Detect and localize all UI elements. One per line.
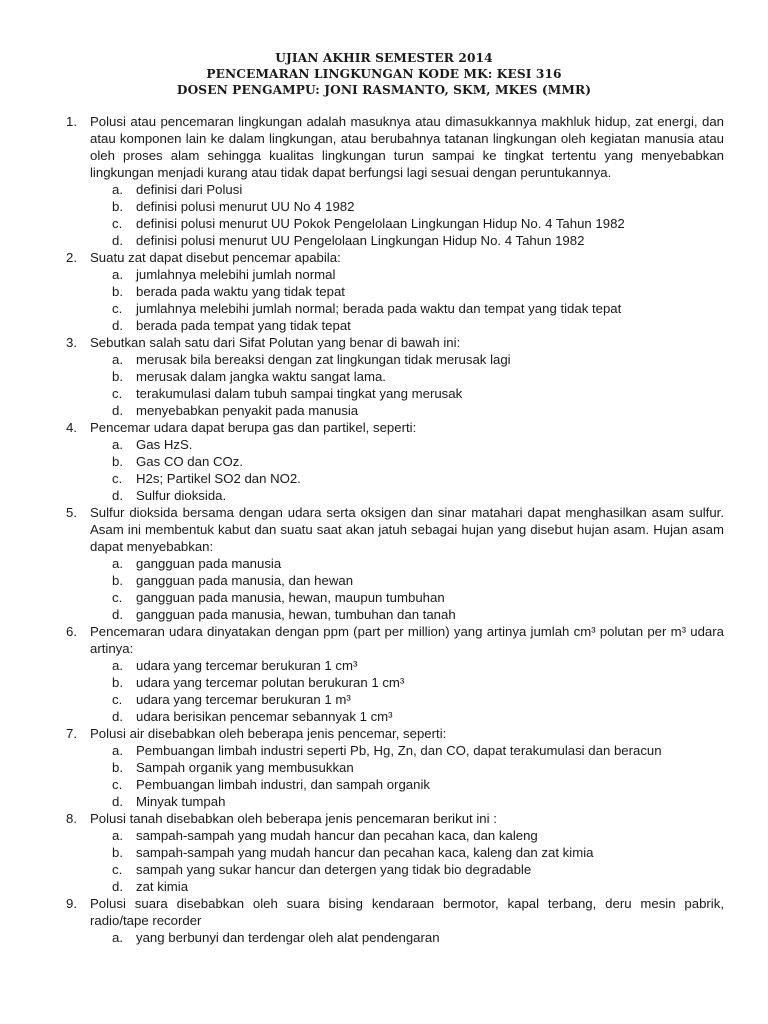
question-text: Polusi tanah disebabkan oleh beberapa jenis pencemaran berikut ini : — [90, 811, 497, 826]
question-number: 7. — [66, 726, 77, 741]
option-letter: d. — [112, 607, 123, 622]
answer-option — [66, 555, 724, 572]
option-letter: a. — [112, 930, 123, 945]
answer-option — [66, 317, 724, 334]
option-letter: b. — [112, 199, 123, 214]
option-letter: c. — [112, 301, 123, 316]
option-text: berada pada waktu yang tidak tepat — [136, 284, 345, 299]
option-letter: d. — [112, 794, 123, 809]
option-text: merusak dalam jangka waktu sangat lama. — [136, 369, 386, 384]
option-text: merusak bila bereaksi dengan zat lingkungan tidak merusak lagi — [136, 352, 511, 367]
option-text: udara berisikan pencemar sebannyak 1 cm³ — [136, 709, 393, 724]
question-text: Pencemaran udara dinyatakan dengan ppm (part per million) yang artinya jumlah cm³ polutan per m³ udara artinya: — [90, 624, 724, 656]
question-number: 2. — [66, 250, 77, 265]
option-letter: a. — [112, 437, 123, 452]
option-text: Sulfur dioksida. — [136, 488, 227, 503]
answer-option — [66, 232, 724, 249]
question-number: 5. — [66, 505, 77, 520]
question-text: Sebutkan salah satu dari Sifat Polutan yang benar di bawah ini: — [90, 335, 461, 350]
question-item — [66, 113, 724, 249]
question-row — [66, 810, 724, 827]
question-number: 8. — [66, 811, 77, 826]
option-letter: b. — [112, 284, 123, 299]
option-letter: a. — [112, 828, 123, 843]
answer-option — [66, 283, 724, 300]
answer-option — [66, 572, 724, 589]
answer-option — [66, 300, 724, 317]
option-letter: a. — [112, 556, 123, 571]
option-list — [66, 181, 724, 249]
option-letter: b. — [112, 760, 123, 775]
option-letter: d. — [112, 233, 123, 248]
exam-title: UJIAN AKHIR SEMESTER 2014 — [275, 51, 493, 65]
option-text: Pembuangan limbah industri seperti Pb, Hg, Zn, dan CO, dapat terakumulasi dan beracun — [136, 743, 662, 758]
question-row — [66, 113, 724, 181]
option-list — [66, 657, 724, 725]
option-letter: d. — [112, 488, 123, 503]
option-text: udara yang tercemar berukuran 1 cm³ — [136, 658, 358, 673]
question-row — [66, 419, 724, 436]
question-row — [66, 623, 724, 657]
question-item — [66, 419, 724, 504]
option-letter: b. — [112, 369, 123, 384]
answer-option — [66, 878, 724, 895]
option-text: Pembuangan limbah industri, dan sampah organik — [136, 777, 430, 792]
lecturer-line: DOSEN PENGAMPU: JONI RASMANTO, SKM, MKES (MMR) — [176, 83, 592, 97]
answer-option — [66, 708, 724, 725]
option-text: zat kimia — [136, 879, 189, 894]
option-text: Minyak tumpah — [136, 794, 226, 809]
answer-option — [66, 266, 724, 283]
question-row — [66, 895, 724, 929]
option-letter: a. — [112, 352, 123, 367]
answer-option — [66, 657, 724, 674]
question-number: 6. — [66, 624, 77, 639]
option-list — [66, 351, 724, 419]
option-letter: c. — [112, 386, 123, 401]
option-letter: c. — [112, 471, 123, 486]
answer-option — [66, 385, 724, 402]
option-letter: d. — [112, 879, 123, 894]
answer-option — [66, 674, 724, 691]
question-text: Sulfur dioksida bersama dengan udara serta oksigen dan sinar matahari dapat menghasilkan asam sulfur. Asam ini membentuk kabut dan suatu saat akan jatuh sebagai hujan yang disebut hujan asam. Hujan asam dapat menyebabkan: — [90, 505, 724, 554]
option-list — [66, 436, 724, 504]
option-text: Gas HzS. — [136, 437, 193, 452]
option-text: sampah-sampah yang mudah hancur dan pecahan kaca, dan kaleng — [136, 828, 538, 843]
option-text: gangguan pada manusia, hewan, maupun tumbuhan — [136, 590, 445, 605]
question-row — [66, 334, 724, 351]
option-text: Sampah organik yang membusukkan — [136, 760, 354, 775]
option-letter: d. — [112, 709, 123, 724]
option-text: udara yang tercemar berukuran 1 m³ — [136, 692, 351, 707]
answer-option — [66, 742, 724, 759]
option-text: sampah-sampah yang mudah hancur dan pecahan kaca, kaleng dan zat kimia — [136, 845, 594, 860]
question-item — [66, 895, 724, 946]
answer-option — [66, 929, 724, 946]
option-text: gangguan pada manusia — [136, 556, 282, 571]
option-list — [66, 827, 724, 895]
question-row — [66, 725, 724, 742]
option-text: jumlahnya melebihi jumlah normal — [136, 267, 336, 282]
option-letter: c. — [112, 216, 123, 231]
option-text: menyebabkan penyakit pada manusia — [136, 403, 359, 418]
option-text: terakumulasi dalam tubuh sampai tingkat yang merusak — [136, 386, 463, 401]
option-text: Gas CO dan COz. — [136, 454, 244, 469]
option-text: definisi polusi menurut UU Pokok Pengelolaan Lingkungan Hidup No. 4 Tahun 1982 — [136, 216, 625, 231]
option-text: berada pada tempat yang tidak tepat — [136, 318, 351, 333]
option-letter: a. — [112, 743, 123, 758]
question-text: Polusi atau pencemaran lingkungan adalah masuknya atau dimasukkannya makhluk hidup, zat energi, dan atau komponen lain ke dalam lingkungan, atau berubahnya tatanan lingkungan oleh kegiatan manusia atau oleh proses alam sehingga kualitas lingkungan turun sampai ke tingkat tertentu yang menyebabkan lingkungan menjadi kurang atau tidak dapat berfungsi lagi sesuai dengan peruntukannya. — [90, 114, 724, 180]
option-letter: c. — [112, 777, 123, 792]
answer-option — [66, 793, 724, 810]
option-letter: b. — [112, 845, 123, 860]
answer-option — [66, 606, 724, 623]
option-letter: a. — [112, 267, 123, 282]
question-item — [66, 810, 724, 895]
answer-option — [66, 470, 724, 487]
question-row — [66, 249, 724, 266]
question-item — [66, 334, 724, 419]
option-list — [66, 266, 724, 334]
answer-option — [66, 215, 724, 232]
answer-option — [66, 453, 724, 470]
answer-option — [66, 368, 724, 385]
option-text: H2s; Partikel SO2 dan NO2. — [136, 471, 301, 486]
option-letter: c. — [112, 692, 123, 707]
question-list — [66, 113, 724, 946]
option-letter: c. — [112, 862, 123, 877]
answer-option — [66, 861, 724, 878]
option-text: jumlahnya melebihi jumlah normal; berada pada waktu dan tempat yang tidak tepat — [136, 301, 622, 316]
option-text: yang berbunyi dan terdengar oleh alat pendengaran — [136, 930, 440, 945]
answer-option — [66, 589, 724, 606]
exam-header — [0, 50, 768, 98]
option-text: definisi polusi menurut UU No 4 1982 — [136, 199, 355, 214]
option-letter: b. — [112, 454, 123, 469]
option-text: definisi dari Polusi — [136, 182, 243, 197]
option-letter: b. — [112, 573, 123, 588]
question-number: 9. — [66, 896, 77, 911]
answer-option — [66, 402, 724, 419]
option-letter: b. — [112, 675, 123, 690]
answer-option — [66, 436, 724, 453]
course-title: PENCEMARAN LINGKUNGAN KODE MK: KESI 316 — [206, 67, 562, 81]
option-text: definisi polusi menurut UU Pengelolaan Lingkungan Hidup No. 4 Tahun 1982 — [136, 233, 585, 248]
answer-option — [66, 759, 724, 776]
question-item — [66, 725, 724, 810]
question-text: Polusi suara disebabkan oleh suara bising kendaraan bermotor, kapal terbang, deru mesin pabrik, radio/tape recorder — [90, 896, 724, 928]
option-text: udara yang tercemar polutan berukuran 1 cm³ — [136, 675, 405, 690]
option-text: sampah yang sukar hancur dan detergen yang tidak bio degradable — [136, 862, 532, 877]
option-letter: d. — [112, 403, 123, 418]
answer-option — [66, 827, 724, 844]
question-text: Polusi air disebabkan oleh beberapa jenis pencemar, seperti: — [90, 726, 447, 741]
answer-option — [66, 776, 724, 793]
option-letter: c. — [112, 590, 123, 605]
option-letter: a. — [112, 182, 123, 197]
answer-option — [66, 351, 724, 368]
option-letter: d. — [112, 318, 123, 333]
question-row — [66, 504, 724, 555]
question-number: 4. — [66, 420, 77, 435]
option-list — [66, 929, 724, 946]
question-text: Pencemar udara dapat berupa gas dan partikel, seperti: — [90, 420, 417, 435]
answer-option — [66, 844, 724, 861]
answer-option — [66, 181, 724, 198]
option-list — [66, 555, 724, 623]
question-item — [66, 623, 724, 725]
answer-option — [66, 487, 724, 504]
question-item — [66, 249, 724, 334]
question-text: Suatu zat dapat disebut pencemar apabila: — [90, 250, 341, 265]
option-text: gangguan pada manusia, dan hewan — [136, 573, 354, 588]
answer-option — [66, 691, 724, 708]
question-number: 3. — [66, 335, 77, 350]
option-text: gangguan pada manusia, hewan, tumbuhan dan tanah — [136, 607, 456, 622]
option-list — [66, 742, 724, 810]
answer-option — [66, 198, 724, 215]
question-item — [66, 504, 724, 623]
option-letter: a. — [112, 658, 123, 673]
question-number: 1. — [66, 114, 77, 129]
